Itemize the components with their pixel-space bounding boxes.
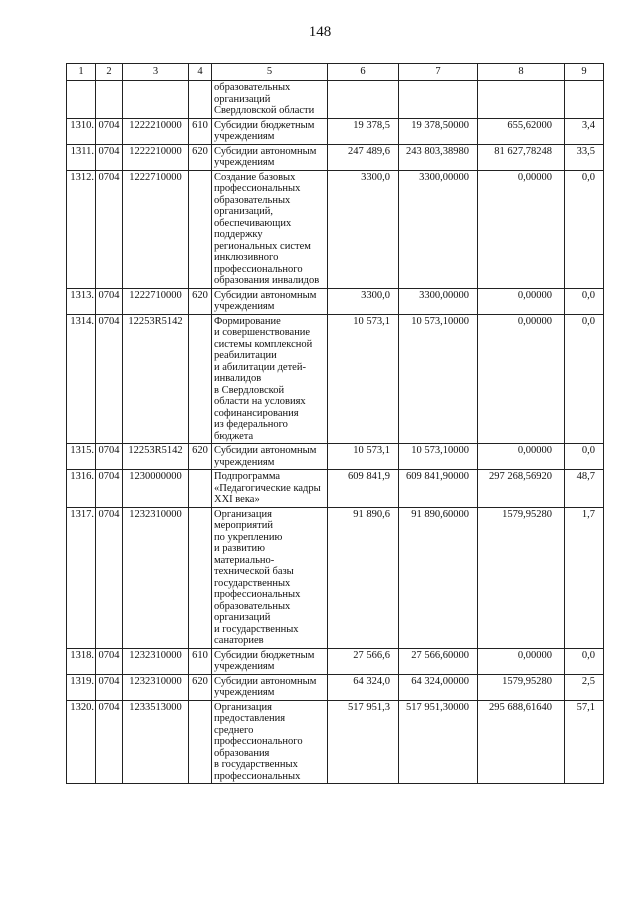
header-col-9: 9 (565, 64, 604, 81)
section-code: 0704 (96, 118, 123, 144)
table-row (67, 648, 604, 674)
section-code: 0704 (96, 674, 123, 700)
row-number: 1316. (67, 470, 96, 508)
section-code: 0704 (96, 288, 123, 314)
target-article-code: 1230000000 (123, 470, 189, 508)
executed-amount: 0,00000 (478, 648, 565, 674)
item-name: образовательных организаций Свердловской области (212, 81, 328, 119)
execution-percent: 0,0 (565, 288, 604, 314)
expense-type-code (189, 170, 212, 288)
table-row (67, 81, 604, 119)
expense-type-code: 610 (189, 118, 212, 144)
row-number: 1319. (67, 674, 96, 700)
planned-amount: 19 378,5 (328, 118, 399, 144)
row-number: 1314. (67, 314, 96, 444)
table-row (67, 444, 604, 470)
target-article-code: 1222210000 (123, 144, 189, 170)
header-col-6: 6 (328, 64, 399, 81)
approved-amount: 517 951,30000 (399, 700, 478, 784)
header-col-2: 2 (96, 64, 123, 81)
approved-amount: 27 566,60000 (399, 648, 478, 674)
approved-amount: 243 803,38980 (399, 144, 478, 170)
header-col-4: 4 (189, 64, 212, 81)
approved-amount (399, 81, 478, 119)
item-name: Создание базовых профессиональных образовательных организаций, обеспечивающих поддержку региональных систем инклюзивного профессионального образования инвалидов (212, 170, 328, 288)
planned-amount: 609 841,9 (328, 470, 399, 508)
budget-table (66, 63, 604, 784)
planned-amount: 27 566,6 (328, 648, 399, 674)
target-article-code: 1232310000 (123, 674, 189, 700)
section-code: 0704 (96, 314, 123, 444)
header-col-7: 7 (399, 64, 478, 81)
approved-amount: 609 841,90000 (399, 470, 478, 508)
executed-amount: 655,62000 (478, 118, 565, 144)
approved-amount: 3300,00000 (399, 170, 478, 288)
item-name: Организация мероприятий по укреплению и развитию материально- технической базы государственных профессиональных образовательных организаций и государственных санаториев (212, 507, 328, 648)
approved-amount: 64 324,00000 (399, 674, 478, 700)
target-article-code (123, 81, 189, 119)
table-row (67, 144, 604, 170)
target-article-code: 12253R5142 (123, 444, 189, 470)
expense-type-code (189, 507, 212, 648)
header-col-5: 5 (212, 64, 328, 81)
planned-amount: 64 324,0 (328, 674, 399, 700)
execution-percent: 48,7 (565, 470, 604, 508)
page-number: 148 (308, 24, 332, 40)
target-article-code: 12253R5142 (123, 314, 189, 444)
row-number (67, 81, 96, 119)
executed-amount: 0,00000 (478, 444, 565, 470)
row-number: 1317. (67, 507, 96, 648)
item-name: Субсидии бюджетным учреждениям (212, 648, 328, 674)
executed-amount: 295 688,61640 (478, 700, 565, 784)
item-name: Субсидии автономным учреждениям (212, 674, 328, 700)
approved-amount: 3300,00000 (399, 288, 478, 314)
header-col-8: 8 (478, 64, 565, 81)
item-name: Субсидии автономным учреждениям (212, 144, 328, 170)
planned-amount: 91 890,6 (328, 507, 399, 648)
table-row (67, 288, 604, 314)
execution-percent: 0,0 (565, 170, 604, 288)
row-number: 1315. (67, 444, 96, 470)
item-name: Субсидии автономным учреждениям (212, 444, 328, 470)
execution-percent: 33,5 (565, 144, 604, 170)
expense-type-code: 620 (189, 144, 212, 170)
approved-amount: 10 573,10000 (399, 314, 478, 444)
planned-amount: 10 573,1 (328, 314, 399, 444)
executed-amount: 297 268,56920 (478, 470, 565, 508)
section-code: 0704 (96, 648, 123, 674)
row-number: 1311. (67, 144, 96, 170)
table-row (67, 170, 604, 288)
execution-percent: 1,7 (565, 507, 604, 648)
section-code: 0704 (96, 700, 123, 784)
expense-type-code (189, 314, 212, 444)
planned-amount: 3300,0 (328, 288, 399, 314)
table-row (67, 700, 604, 784)
item-name: Субсидии бюджетным учреждениям (212, 118, 328, 144)
target-article-code: 1233513000 (123, 700, 189, 784)
table-row (67, 674, 604, 700)
execution-percent: 0,0 (565, 648, 604, 674)
expense-type-code: 620 (189, 288, 212, 314)
executed-amount: 0,00000 (478, 288, 565, 314)
planned-amount (328, 81, 399, 119)
target-article-code: 1222710000 (123, 170, 189, 288)
execution-percent: 2,5 (565, 674, 604, 700)
table-row (67, 507, 604, 648)
executed-amount: 1579,95280 (478, 507, 565, 648)
section-code: 0704 (96, 144, 123, 170)
section-code: 0704 (96, 444, 123, 470)
row-number: 1318. (67, 648, 96, 674)
table-row (67, 314, 604, 444)
header-col-3: 3 (123, 64, 189, 81)
target-article-code: 1232310000 (123, 648, 189, 674)
item-name: Формирование и совершенствование системы комплексной реабилитации и абилитации детей- инвалидов в Свердловской области на условиях софинансирования из федерального бюджета (212, 314, 328, 444)
section-code (96, 81, 123, 119)
section-code: 0704 (96, 507, 123, 648)
expense-type-code: 620 (189, 674, 212, 700)
item-name: Субсидии автономным учреждениям (212, 288, 328, 314)
expense-type-code: 610 (189, 648, 212, 674)
planned-amount: 517 951,3 (328, 700, 399, 784)
expense-type-code (189, 700, 212, 784)
execution-percent: 57,1 (565, 700, 604, 784)
item-name: Подпрограмма «Педагогические кадры XXI века» (212, 470, 328, 508)
execution-percent: 3,4 (565, 118, 604, 144)
row-number: 1310. (67, 118, 96, 144)
row-number: 1313. (67, 288, 96, 314)
expense-type-code (189, 81, 212, 119)
approved-amount: 10 573,10000 (399, 444, 478, 470)
executed-amount (478, 81, 565, 119)
executed-amount: 0,00000 (478, 314, 565, 444)
section-code: 0704 (96, 170, 123, 288)
row-number: 1320. (67, 700, 96, 784)
table-header-row (67, 64, 604, 81)
planned-amount: 10 573,1 (328, 444, 399, 470)
approved-amount: 91 890,60000 (399, 507, 478, 648)
table-row (67, 118, 604, 144)
target-article-code: 1232310000 (123, 507, 189, 648)
table-row (67, 470, 604, 508)
item-name: Организация предоставления среднего профессионального образования в государственных профессиональных (212, 700, 328, 784)
executed-amount: 0,00000 (478, 170, 565, 288)
planned-amount: 3300,0 (328, 170, 399, 288)
row-number: 1312. (67, 170, 96, 288)
executed-amount: 1579,95280 (478, 674, 565, 700)
expense-type-code: 620 (189, 444, 212, 470)
target-article-code: 1222710000 (123, 288, 189, 314)
target-article-code: 1222210000 (123, 118, 189, 144)
execution-percent: 0,0 (565, 444, 604, 470)
approved-amount: 19 378,50000 (399, 118, 478, 144)
execution-percent (565, 81, 604, 119)
section-code: 0704 (96, 470, 123, 508)
executed-amount: 81 627,78248 (478, 144, 565, 170)
execution-percent: 0,0 (565, 314, 604, 444)
header-col-1: 1 (67, 64, 96, 81)
expense-type-code (189, 470, 212, 508)
planned-amount: 247 489,6 (328, 144, 399, 170)
